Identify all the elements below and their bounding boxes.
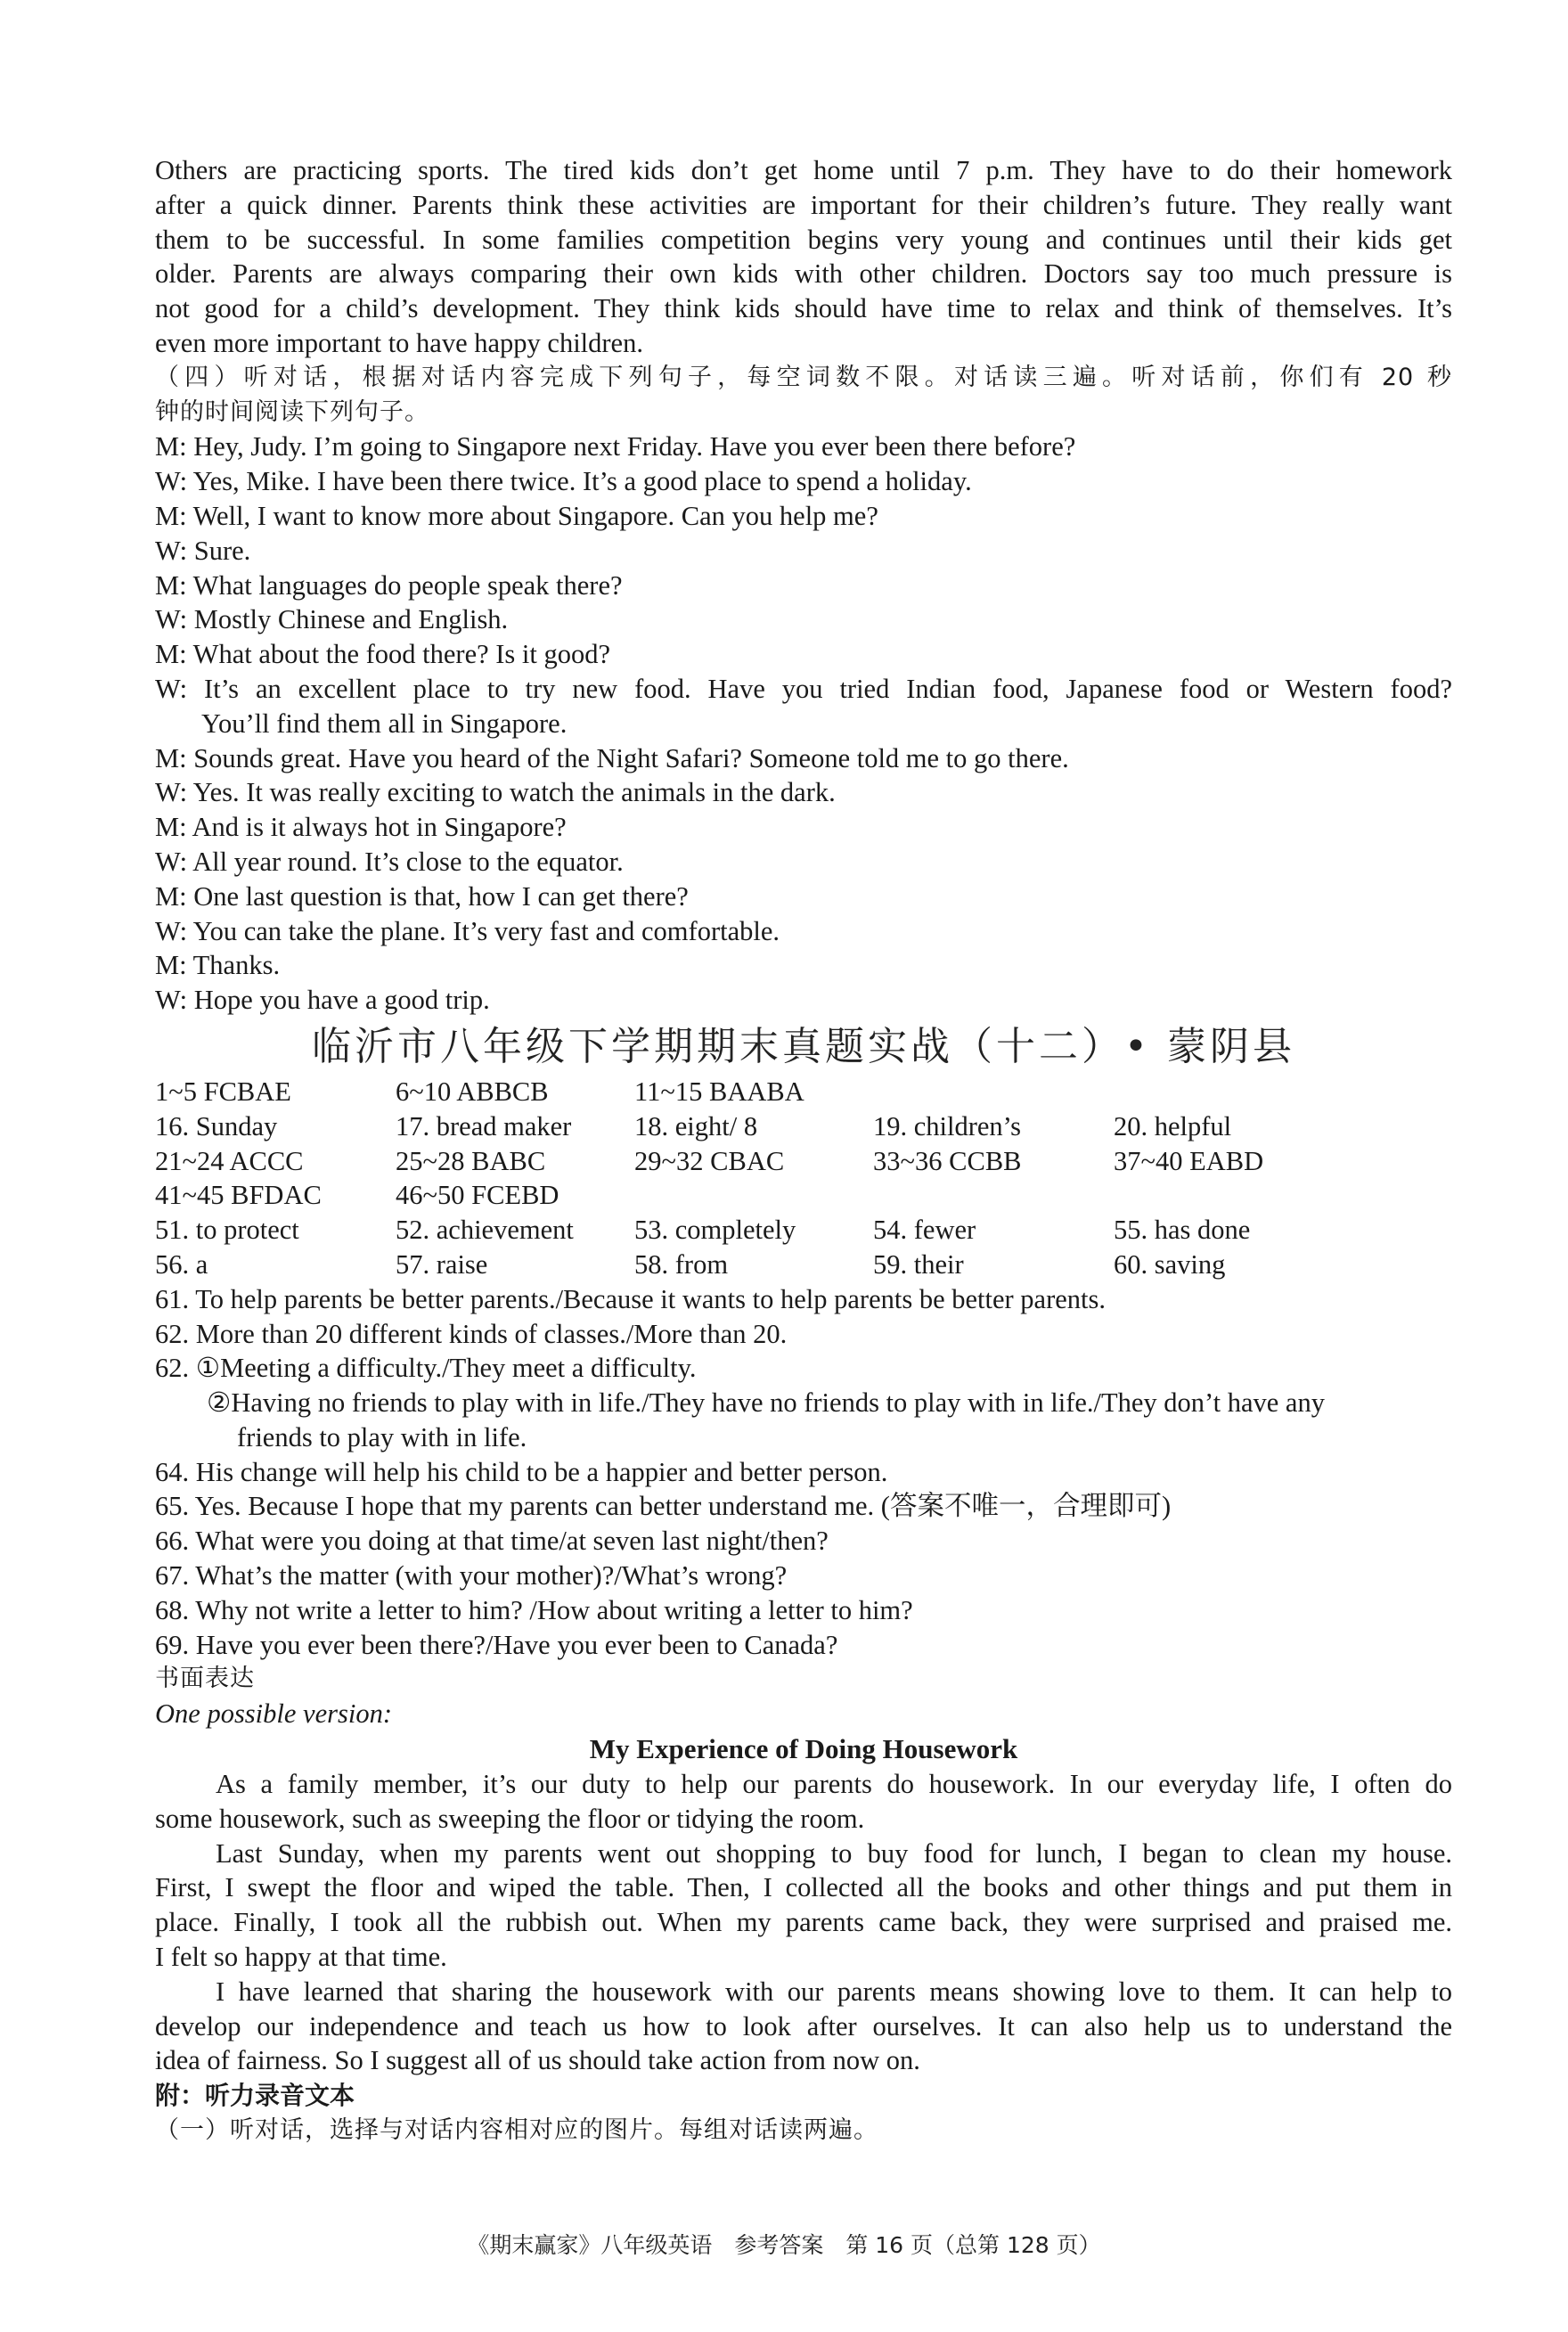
answer-line: 65. Yes. Because I hope that my parents can better understand me. (答案不唯一，合理即可) [155, 1491, 1172, 1522]
dialogue-line: M: What languages do people speak there? [155, 569, 623, 601]
answer-cell [1114, 1178, 1345, 1213]
essay-line: develop our independence and teach us how to look after ourselves. It can also help us to understand the [155, 2010, 1452, 2042]
essay-line: As a family member, it’s our duty to help our parents do housework. In our everyday life, I often do [216, 1769, 1452, 1800]
answer-line: 69. Have you ever been there?/Have you ever been to Canada? [155, 1629, 838, 1660]
dialogue-line: W: Yes, Mike. I have been there twice. It’s a good place to spend a holiday. [155, 466, 972, 497]
answer-cell: 54. fewer [873, 1215, 976, 1246]
dialogue-line: W: Yes. It was really exciting to watch the animals in the dark. [155, 777, 836, 808]
dialogue-line: M: Hey, Judy. I’m going to Singapore next Friday. Have you ever been there before? [155, 431, 1076, 462]
answer-cell: 29~32 CBAC [634, 1145, 785, 1176]
answer-line: 66. What were you doing at that time/at seven last night/then? [155, 1526, 829, 1557]
answer-cell [873, 1075, 1114, 1109]
answer-cell: 25~28 BABC [396, 1145, 546, 1176]
answer-cell: 60. saving [1114, 1248, 1226, 1280]
essay-line: place. Finally, I took all the rubbish out. When my parents came back, they were surprised and praised me. [155, 1907, 1452, 1938]
dialogue-line: W: Sure. [155, 535, 251, 566]
answer-line: 62. More than 20 different kinds of classes./More than 20. [155, 1318, 788, 1349]
answer-line: 64. His change will help his child to be a happier and better person. [155, 1456, 888, 1487]
essay-line: First, I swept the floor and wiped the table. Then, I collected all the books and other things and put them in [155, 1872, 1452, 1903]
answer-cell: 59. their [873, 1248, 964, 1280]
answer-cell: 46~50 FCEBD [396, 1180, 559, 1211]
appendix-heading: 附：听力录音文本 [155, 2081, 355, 2111]
writing-section [155, 1662, 1452, 2078]
dialogue [155, 430, 1452, 1018]
answer-line: 68. Why not write a letter to him? /How about writing a letter to him? [155, 1594, 913, 1625]
passage-line: older. Parents are always comparing their own kids with other children. Doctors say too much pressure is [155, 258, 1452, 290]
reading-passage [155, 153, 1452, 361]
answer-cell [1114, 1075, 1345, 1109]
dialogue-line: M: Thanks. [155, 950, 281, 981]
answer-cell: 33~36 CCBB [873, 1145, 1022, 1176]
dialogue-line: W: It’s an excellent place to try new food. Have you tried Indian food, Japanese food or Western food? [155, 673, 1452, 704]
dialogue-line: W: Mostly Chinese and English. [155, 604, 509, 635]
answer-line: friends to play with in life. [237, 1421, 527, 1452]
answer-line: ②Having no friends to play with in life./They have no friends to play with in life./They don’t have any [207, 1387, 1325, 1419]
passage-line: not good for a child’s development. They think kids should have time to relax and think of themselves. It’s [155, 293, 1452, 324]
answer-cell: 17. bread maker [396, 1110, 572, 1141]
instruction-line: 钟的时间阅读下列句子。 [155, 397, 429, 426]
answer-cell [873, 1178, 1114, 1213]
essay-title: My Experience of Doing Housework [589, 1733, 1018, 1765]
passage-line: them to be successful. In some families competition begins very young and continues until their kids get [155, 224, 1452, 255]
answer-cell [634, 1178, 873, 1213]
dialogue-line: You’ll find them all in Singapore. [201, 708, 568, 739]
answer-cell: 41~45 BFDAC [155, 1180, 322, 1211]
dialogue-line: W: You can take the plane. It’s very fast and comfortable. [155, 915, 780, 946]
essay-line: I have learned that sharing the housework with our parents means showing love to them. It can help to [216, 1976, 1452, 2007]
answer-cell: 37~40 EABD [1114, 1145, 1264, 1176]
answer-cell: 53. completely [634, 1215, 796, 1246]
dialogue-line: M: One last question is that, how I can get there? [155, 880, 689, 912]
passage-line: Others are practicing sports. The tired kids don’t get home until 7 p.m. They have to do their homework [155, 155, 1452, 185]
answer-cell: 21~24 ACCC [155, 1145, 304, 1176]
answer-cell: 11~15 BAABA [634, 1076, 804, 1107]
dialogue-line: M: What about the food there? Is it good? [155, 639, 611, 670]
answer-cell: 1~5 FCBAE [155, 1076, 291, 1107]
section4-instruction [155, 361, 1452, 430]
answer-line: 62. ①Meeting a difficulty./They meet a difficulty. [155, 1353, 697, 1384]
page-footer [0, 2230, 1568, 2262]
writing-version-label: One possible version: [155, 1698, 392, 1730]
answer-cell: 18. eight/ 8 [634, 1110, 758, 1141]
instruction-line: （四）听对话，根据对话内容完成下列句子，每空词数不限。对话读三遍。听对话前，你们有 20 秒 [155, 363, 1452, 391]
answer-cell: 19. children’s [873, 1110, 1022, 1141]
essay-line: Last Sunday, when my parents went out shopping to buy food for lunch, I began to clean my house. [216, 1837, 1452, 1869]
dialogue-line: M: And is it always hot in Singapore? [155, 812, 567, 843]
section-title: 临沂市八年级下学期期末真题实战（十二）• 蒙阴县 [312, 1023, 1295, 1069]
answer-line: 67. What’s the matter (with your mother)?/What’s wrong? [155, 1560, 788, 1591]
appendix-section1: （一）听对话，选择与对话内容相对应的图片。每组对话读两遍。 [155, 2116, 878, 2145]
dialogue-line: M: Well, I want to know more about Singapore. Can you help me? [155, 500, 878, 531]
appendix [155, 2078, 1452, 2148]
answer-cell: 52. achievement [396, 1215, 574, 1246]
answer-cell: 58. from [634, 1248, 729, 1280]
footer-text: 《期末赢家》八年级英语 参考答案 第 16 页（总第 128 页） [467, 2232, 1101, 2258]
passage-line: after a quick dinner. Parents think these activities are important for their children’s future. They really want [155, 189, 1452, 220]
answer-grid [155, 1075, 1452, 1282]
answer-cell: 57. raise [396, 1248, 488, 1280]
dialogue-line: W: Hope you have a good trip. [155, 985, 490, 1016]
answer-cell: 56. a [155, 1248, 208, 1280]
answer-line: 61. To help parents be better parents./Because it wants to help parents be better parents. [155, 1283, 1106, 1314]
answer-cell: 51. to protect [155, 1215, 299, 1246]
answer-cell: 16. Sunday [155, 1110, 278, 1141]
essay-line: some housework, such as sweeping the floor or tidying the room. [155, 1803, 865, 1834]
answer-list [155, 1282, 1452, 1663]
answer-cell: 55. has done [1114, 1215, 1251, 1246]
passage-line: even more important to have happy children. [155, 327, 643, 358]
essay-line: idea of fairness. So I suggest all of us should take action from now on. [155, 2045, 920, 2076]
dialogue-line: M: Sounds great. Have you heard of the Night Safari? Someone told me to go there. [155, 742, 1069, 773]
writing-heading: 书面表达 [155, 1665, 255, 1693]
essay-line: I felt so happy at that time. [155, 1942, 447, 1973]
dialogue-line: W: All year round. It’s close to the equator. [155, 846, 624, 877]
answer-cell: 6~10 ABBCB [396, 1076, 549, 1107]
answer-cell: 20. helpful [1114, 1110, 1232, 1141]
